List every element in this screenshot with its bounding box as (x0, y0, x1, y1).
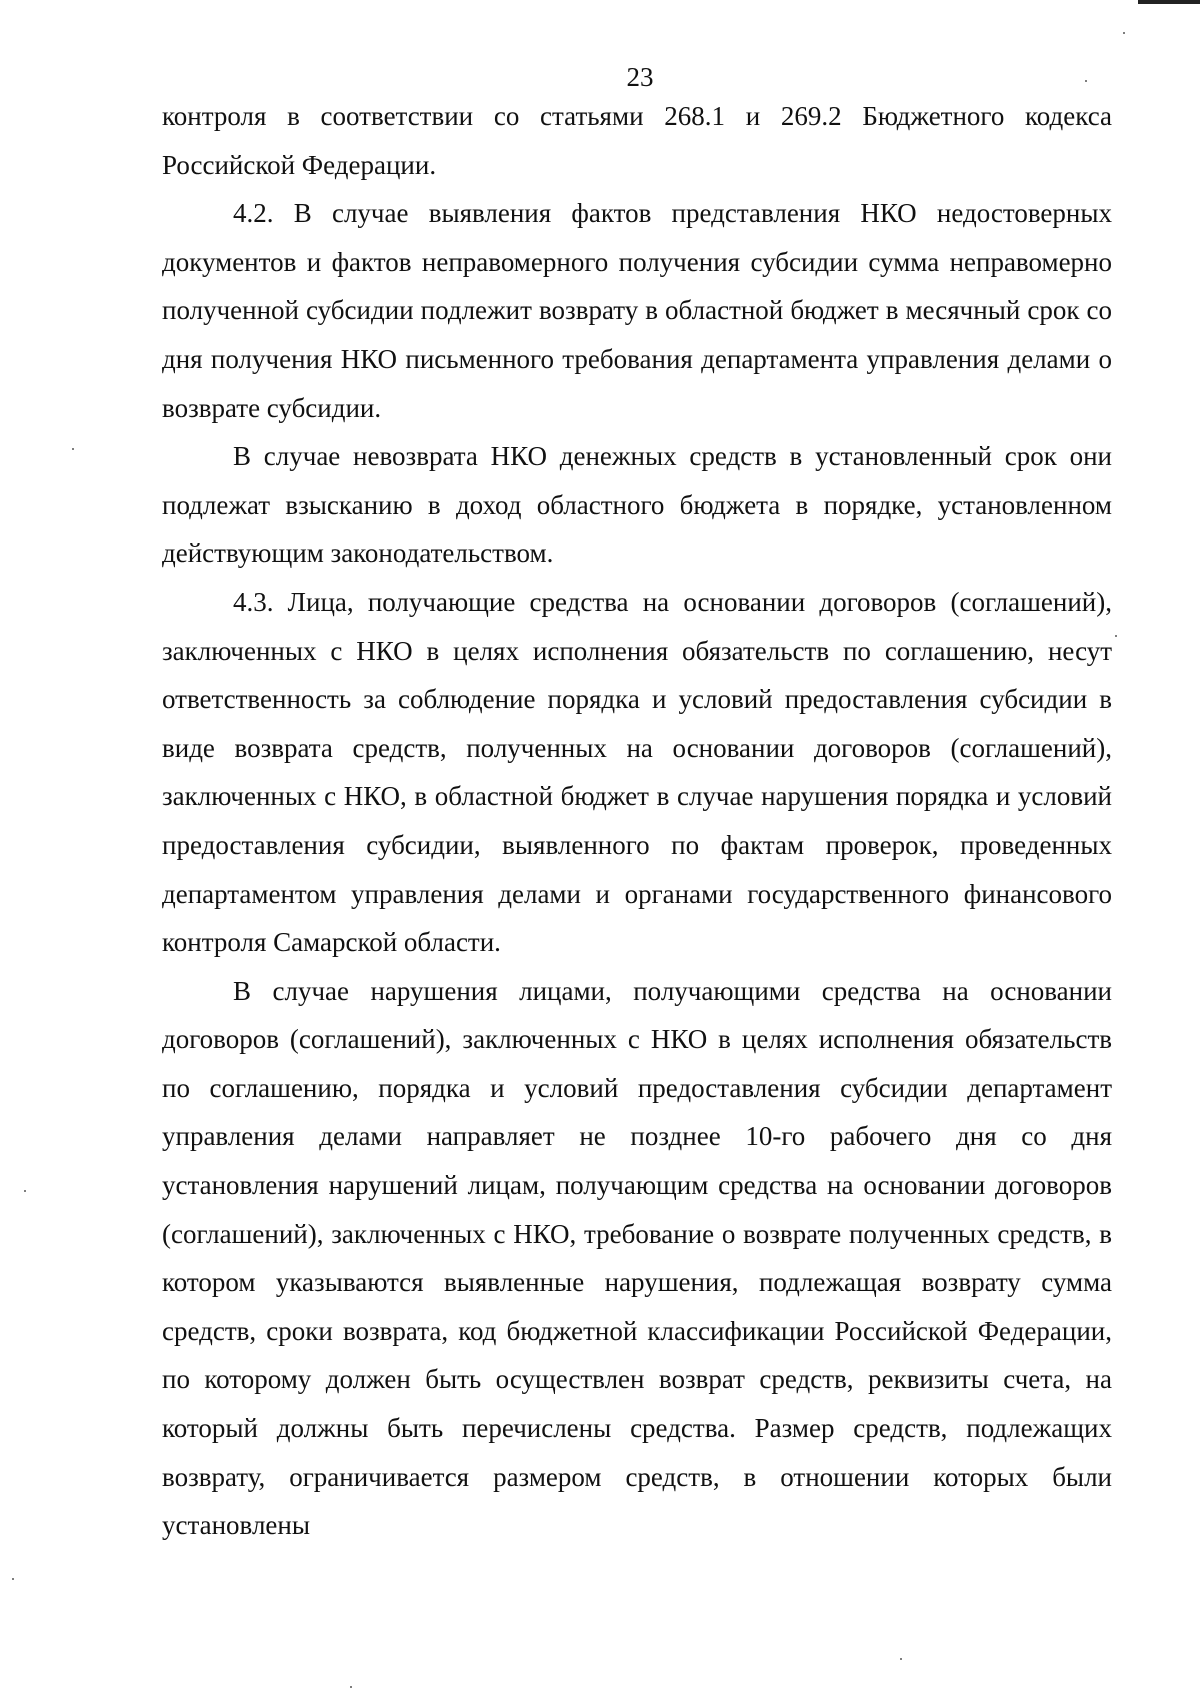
scan-speck (900, 1658, 902, 1660)
scan-speck (24, 1190, 26, 1192)
paragraph-violation: В случае нарушения лицами, получающими средства на основании договоров (соглашений), заключенных с НКО в целях исполнения обязательств по соглашению, порядка и условий предоставления субсидии департамент управления делами направляет не позднее 10-го рабочего дня со дня установления нарушений лицам, получающим средства на основании договоров (соглашений), заключенных с НКО, требование о возврате полученных средств, в котором указываются выявленные нарушения, подлежащая возврату сумма средств, сроки возврата, код бюджетной классификации Российской Федерации, по которому должен быть осуществлен возврат средств, реквизиты счета, на который должны быть перечислены средства. Размер средств, подлежащих возврату, ограничивается размером средств, в отношении которых были установлены (162, 975, 1112, 1541)
scan-speck (1115, 635, 1117, 637)
paragraph-4-3: 4.3. Лица, получающие средства на основании договоров (соглашений), заключенных с НКО в целях исполнения обязательств по соглашению, несут ответственность за соблюдение порядка и условий предоставления субсидии в виде возврата средств, полученных на основании договоров (соглашений), заключенных с НКО, в областной бюджет в случае нарушения порядка и условий предоставления субсидии, выявленного по фактам проверок, проведенных департаментом управления делами и органами государственного финансового контроля Самарской области. (162, 586, 1112, 958)
paragraph-continuation: контроля в соответствии со статьями 268.1 и 269.2 Бюджетного кодекса Российской Федерации. (162, 101, 1112, 180)
document-body (162, 92, 1112, 1550)
paragraph-4-2: 4.2. В случае выявления фактов представления НКО недостоверных документов и фактов неправомерного получения субсидии сумма неправомерно полученной субсидии подлежит возврату в областной бюджет в месячный срок со дня получения НКО письменного требования департамента управления делами о возврате субсидии. (162, 198, 1112, 423)
scan-speck (12, 1578, 14, 1580)
scan-edge-mark (1138, 0, 1200, 4)
scan-speck (350, 1686, 352, 1688)
scan-speck (1123, 32, 1125, 34)
page-number: 23 (626, 62, 654, 92)
paragraph-nonreturn: В случае невозврата НКО денежных средств в установленный срок они подлежат взысканию в доход областного бюджета в порядке, установленном действующим законодательством. (162, 441, 1112, 569)
scan-speck (1085, 80, 1087, 82)
scan-speck (72, 448, 74, 450)
